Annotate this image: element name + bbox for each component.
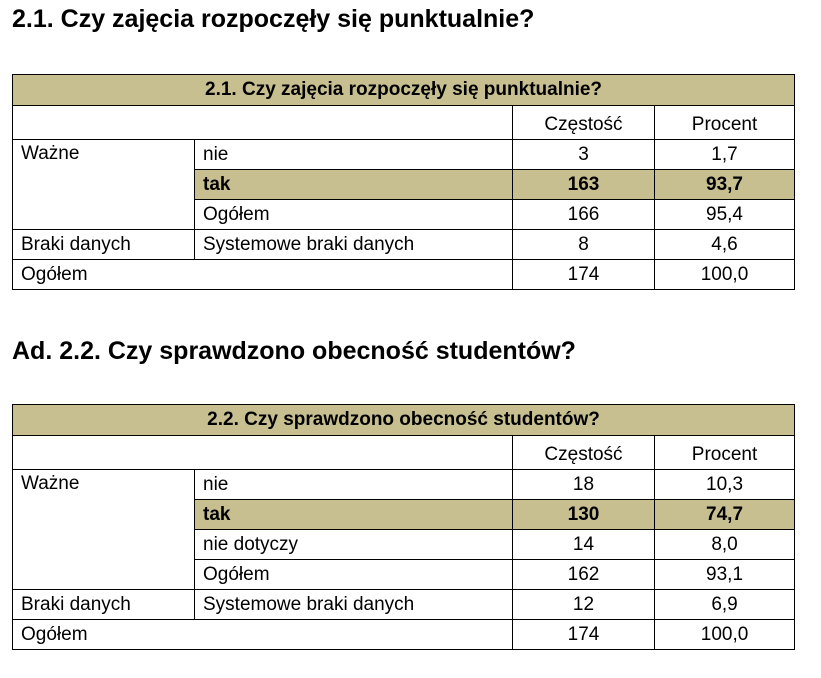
column-header-row [13, 436, 795, 470]
column-header-frequency: Częstość [513, 106, 655, 140]
percent-cell: 10,3 [655, 470, 795, 500]
frequency-cell: 174 [513, 260, 655, 290]
percent-cell: 74,7 [655, 500, 795, 530]
frequency-cell: 14 [513, 530, 655, 560]
frequency-table-2 [12, 404, 795, 650]
frequency-cell: 130 [513, 500, 655, 530]
row-label: tak [195, 170, 513, 200]
row-label: Systemowe braki danych [195, 230, 513, 260]
frequency-cell: 163 [513, 170, 655, 200]
percent-cell: 100,0 [655, 620, 795, 650]
row-label: nie dotyczy [195, 530, 513, 560]
row-label: Ogółem [195, 560, 513, 590]
row-label: nie [195, 140, 513, 170]
table-row [13, 230, 795, 260]
frequency-cell: 8 [513, 230, 655, 260]
row-label: nie [195, 470, 513, 500]
frequency-cell: 162 [513, 560, 655, 590]
total-label: Ogółem [13, 620, 513, 650]
group-label-valid: Ważne [13, 470, 195, 590]
table-title-row [13, 75, 795, 106]
table-row [13, 470, 795, 500]
row-label: Ogółem [195, 200, 513, 230]
frequency-cell: 3 [513, 140, 655, 170]
frequency-cell: 166 [513, 200, 655, 230]
row-label: Systemowe braki danych [195, 590, 513, 620]
row-label: tak [195, 500, 513, 530]
column-header-row [13, 106, 795, 140]
table-row [13, 140, 795, 170]
percent-cell: 1,7 [655, 140, 795, 170]
total-label: Ogółem [13, 260, 513, 290]
percent-cell: 93,7 [655, 170, 795, 200]
percent-cell: 4,6 [655, 230, 795, 260]
column-header-frequency: Częstość [513, 436, 655, 470]
section-1-heading: 2.1. Czy zajęcia rozpoczęły się punktualnie? [12, 5, 535, 33]
table-title: 2.2. Czy sprawdzono obecność studentów? [13, 405, 795, 436]
percent-cell: 93,1 [655, 560, 795, 590]
group-label-missing: Braki danych [13, 590, 195, 620]
percent-cell: 6,9 [655, 590, 795, 620]
section-2-heading: Ad. 2.2. Czy sprawdzono obecność studentów? [12, 337, 576, 365]
percent-cell: 8,0 [655, 530, 795, 560]
table-row-total [13, 620, 795, 650]
frequency-cell: 18 [513, 470, 655, 500]
table-row-total [13, 260, 795, 290]
header-blank-cell [13, 106, 513, 140]
table-row [13, 590, 795, 620]
frequency-table-1 [12, 74, 795, 290]
column-header-percent: Procent [655, 436, 795, 470]
table-title-row [13, 405, 795, 436]
group-label-valid: Ważne [13, 140, 195, 230]
frequency-cell: 174 [513, 620, 655, 650]
table-title: 2.1. Czy zajęcia rozpoczęły się punktualnie? [13, 75, 795, 106]
frequency-cell: 12 [513, 590, 655, 620]
column-header-percent: Procent [655, 106, 795, 140]
header-blank-cell [13, 436, 513, 470]
percent-cell: 100,0 [655, 260, 795, 290]
percent-cell: 95,4 [655, 200, 795, 230]
group-label-missing: Braki danych [13, 230, 195, 260]
